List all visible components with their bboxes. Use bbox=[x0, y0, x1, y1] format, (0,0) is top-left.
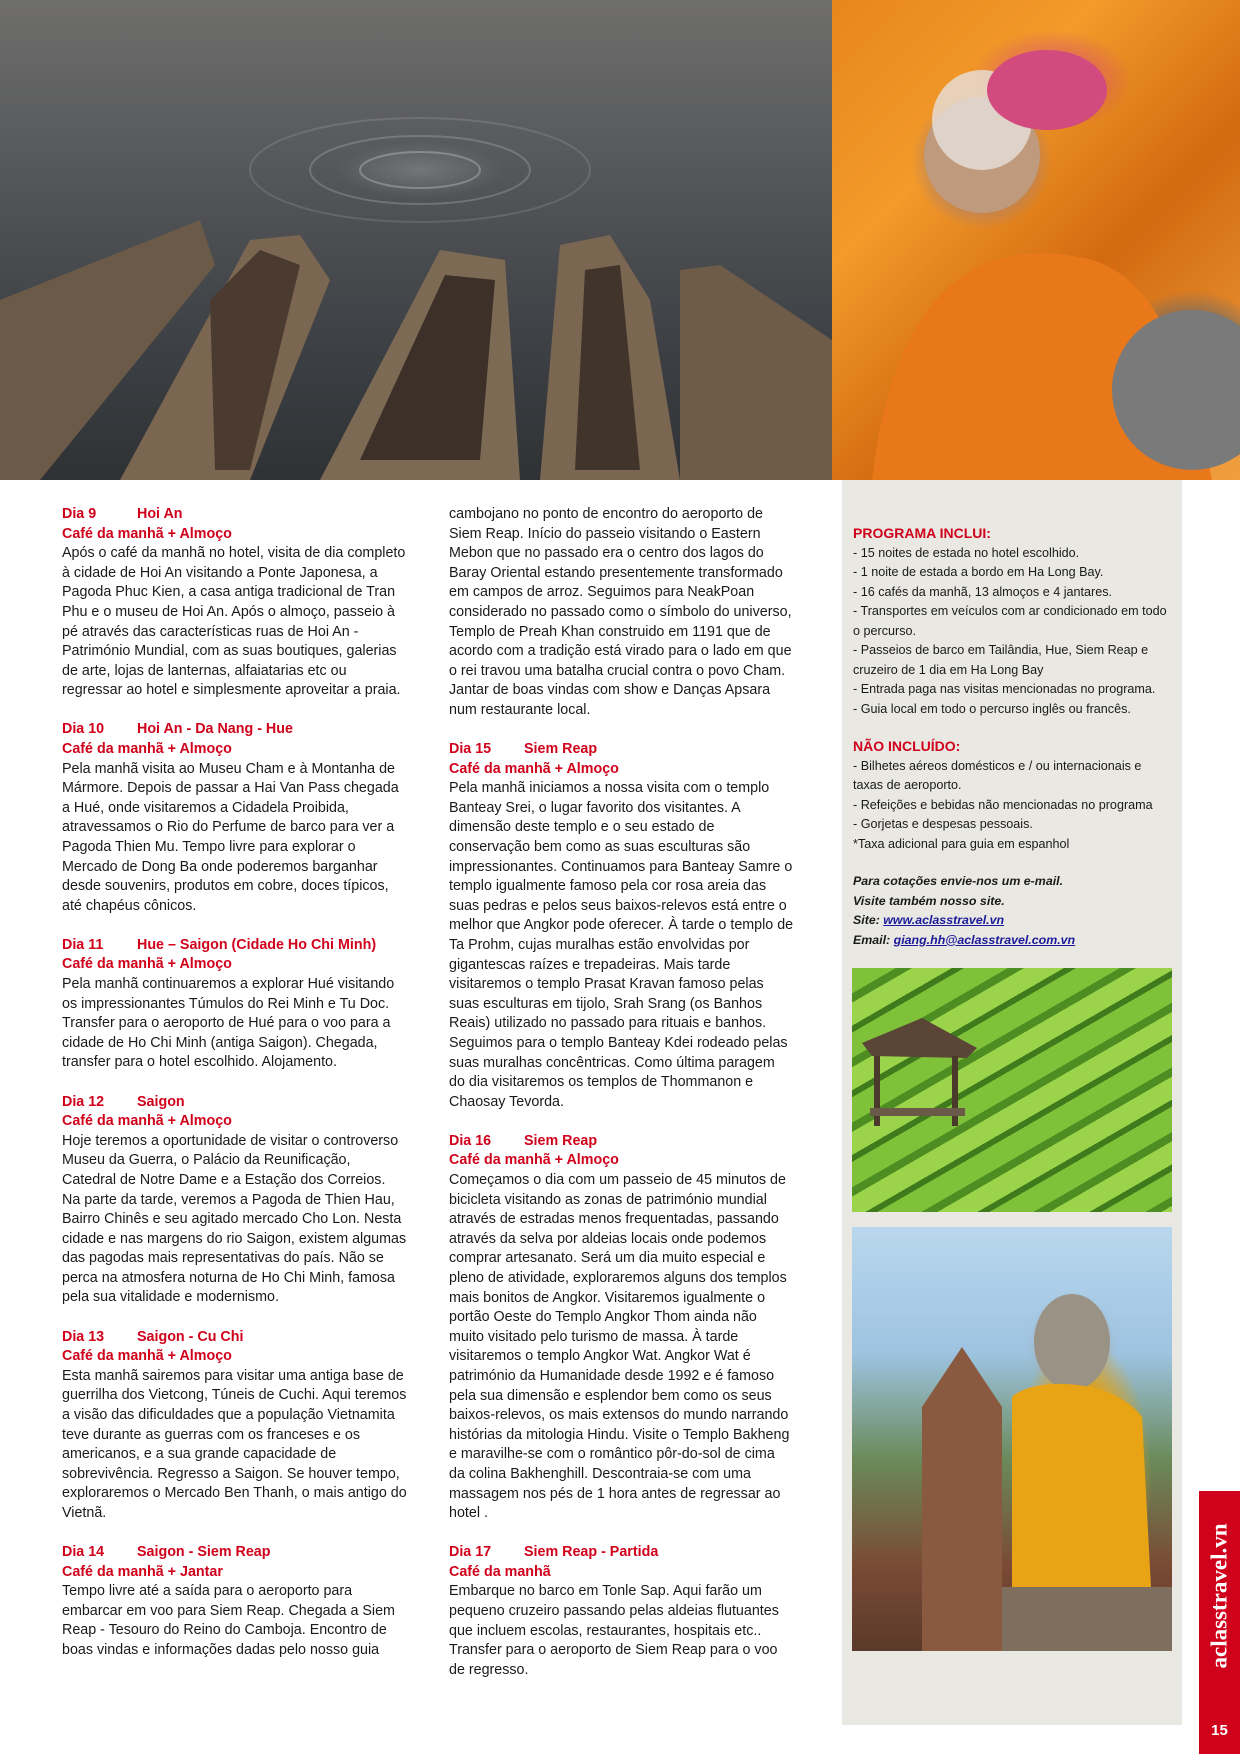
day-number: Dia 12 bbox=[62, 1093, 105, 1110]
list-item: - Guia local em todo o percurso inglês ou francês. bbox=[853, 701, 1131, 716]
day-meals: Café da manhã + Almoço bbox=[62, 956, 232, 973]
wooden-boats-on-water-image bbox=[0, 0, 832, 480]
day-title: Hoi An - Da Nang - Hue bbox=[137, 721, 293, 738]
day-block bbox=[62, 720, 407, 916]
list-item: *Taxa adicional para guia em espanhol bbox=[853, 836, 1070, 851]
day-description: Pela manhã visita ao Museu Cham e à Montanha de Mármore. Depois de passar a Hai Van Pass chegada a Hué, onde visitaremos a Cidadela Proibida, atravessamos o Rio do Perfume de barco para ver a Pagoda Thien Mu. Tempo livre para explorar o Mercado de Dong Ba onde poderemos barganhar desde souvenirs, produtos em cobre, doces típicos, até chapéus cônicos. bbox=[62, 760, 399, 914]
day-number: Dia 13 bbox=[62, 1328, 105, 1345]
day-meals: Café da manhã bbox=[449, 1563, 551, 1580]
brand-text: aclasstravel.vn bbox=[1206, 1523, 1232, 1669]
excludes-list bbox=[853, 757, 1173, 855]
day-meals: Café da manhã + Almoço bbox=[62, 741, 232, 758]
day-description: Pela manhã continuaremos a explorar Hué visitando os impressionantes Túmulos do Rei Minh e Tu Doc. Transfer para o aeroporto de Hué para o voo para a cidade de Ho Chi Minh (antiga Saigon). Chegada, transfer para o hotel escolhido. Alojamento. bbox=[62, 976, 395, 1071]
day-description: Após o café da manhã no hotel, visita de dia completo à cidade de Hoi An visitando a Ponte Japonesa, a Pagoda Phuc Kien, a casa antiga tradicional de Tran Phu e o museu de Hoi An. Após o almoço, passeio à pé através das características ruas de Hoi An - Património Mundial, com as suas boutiques, galerias de arte, lojas de lanternas, alfaiatarias etc ou regressar ao hotel e simplesmente aproveitar a praia. bbox=[62, 545, 406, 699]
day-number: Dia 15 bbox=[449, 741, 492, 758]
contact-line: Para cotações envie-nos um e-mail. bbox=[853, 874, 1064, 888]
day-meals: Café da manhã + Jantar bbox=[62, 1563, 223, 1580]
day-title: Saigon - Siem Reap bbox=[137, 1544, 271, 1560]
list-item: - Refeições e bebidas não mencionadas no programa bbox=[853, 797, 1153, 812]
page-number: 15 bbox=[1211, 1722, 1228, 1739]
day-description: Hoje teremos a oportunidade de visitar o controverso Museu da Guerra, o Palácio da Reunificação, Catedral de Notre Dame e a Estação dos Correios. Na parte da tarde, veremos a Pagoda de Thien Hau, Bairro Chinês e seu agitado mercado Cho Lon. Nesta cidade e nas margens do rio Saigon, existem algumas das pagodas mais representativas do país. Não se perca na atmosfera noturna de Ho Chi Minh, famosa pela sua vitalidade e modernismo. bbox=[62, 1132, 407, 1306]
day-number: Dia 10 bbox=[62, 721, 105, 738]
day-title: Saigon bbox=[137, 1093, 185, 1110]
day-meals: Café da manhã + Almoço bbox=[62, 1348, 232, 1365]
day-description: Pela manhã iniciamos a nossa visita com o templo Banteay Srei, o lugar favorito dos visitantes. A dimensão deste templo e o seu estado de conservação bem como as suas esculturas são impressionantes. Continuamos para Banteay Samre o templo igualmente famoso pela cor rosa areia das suas pedras e pelos seus baixos-relevos está entre o melhor que Angkor pode oferecer. À tarde o templo de Ta Prohm, cujas muralhas estão envolvidas por gigantescas raízes e trepadeiras. Mais tarde visitaremos o templo Prasat Kravan famoso pelas suas esculturas em tijolo, Srah Srang (os Banhos Reais) utilizado no passado para rituais e banhos. Seguimos para o templo Banteay Kdei rodeado pelas suas muralhas concêntricas. Como última paragem do dia visitaremos os templos de Thommanon e Chaosay Tevorda. bbox=[449, 780, 794, 1110]
day-description: Embarque no barco em Tonle Sap. Aqui farão um pequeno cruzeiro passando pelas aldeias flutuantes que incluem escolas, restaurantes, hospitais etc.. Transfer para o aeroporto de Siem Reap para o voo de regresso. bbox=[449, 1583, 779, 1678]
day-block bbox=[62, 505, 407, 701]
day-number: Dia 17 bbox=[449, 1544, 492, 1561]
day-description: Tempo livre até a saída para o aeroporto para embarcar em voo para Siem Reap. Chegada a Siem Reap - Tesouro do Reino do Camboja. Encontro de boas vindas e informações dadas pelo nosso guia bbox=[62, 1583, 395, 1658]
day-description: cambojano no ponto de encontro do aeroporto de Siem Reap. Início do passeio visitando o Eastern Mebon que no passado era o centro dos lagos do Baray Oriental estando presentemente transformado em campos de arroz. Seguimos para NeakPoan considerado no passado como o símbolo do universo, Templo de Preah Khan construido em 1191 que de acordo com a tradição está virado para o lado em que o rei travou uma batalha crucial contra o povo Cham. Jantar de boas vindas com show e Danças Apsara num restaurante local. bbox=[449, 506, 792, 718]
day-meals: Café da manhã + Almoço bbox=[449, 760, 619, 777]
day-meals: Café da manhã + Almoço bbox=[62, 1113, 232, 1130]
day-continuation bbox=[449, 505, 794, 721]
site-line bbox=[853, 911, 1173, 931]
site-link[interactable]: www.aclasstravel.vn bbox=[883, 913, 1005, 927]
email-link[interactable]: giang.hh@aclasstravel.com.vn bbox=[893, 932, 1076, 947]
buddha-statue-photo bbox=[852, 1227, 1172, 1651]
rice-terraces-hut-image bbox=[852, 968, 1172, 1212]
day-block bbox=[62, 1543, 407, 1661]
day-title: Siem Reap bbox=[524, 1132, 598, 1149]
day-title: Hue – Saigon (Cidade Ho Chi Minh) bbox=[137, 936, 377, 953]
list-item: - Entrada paga nas visitas mencionadas no programa. bbox=[853, 682, 1156, 696]
day-block bbox=[62, 1093, 407, 1309]
day-number: Dia 11 bbox=[62, 936, 104, 953]
email-line bbox=[853, 931, 1173, 951]
day-number: Dia 9 bbox=[62, 506, 97, 522]
day-block bbox=[62, 936, 407, 1073]
buddha-statue-image bbox=[852, 1227, 1172, 1651]
day-number: Dia 14 bbox=[62, 1544, 105, 1560]
day-title: Siem Reap - Partida bbox=[524, 1544, 659, 1561]
day-meals: Café da manhã + Almoço bbox=[449, 1152, 619, 1169]
email-label: Email: bbox=[853, 932, 894, 947]
list-item: - 16 cafés da manhã, 13 almoços e 4 jantares. bbox=[853, 584, 1113, 599]
contact-line: Visite também nosso site. bbox=[853, 893, 1005, 908]
day-block bbox=[449, 1543, 794, 1680]
list-item: - 1 noite de estada a bordo em Ha Long Bay. bbox=[853, 565, 1104, 579]
monks-in-orange-robes-image bbox=[832, 0, 1240, 480]
contact-block bbox=[853, 872, 1173, 950]
monks-photo bbox=[832, 0, 1240, 480]
day-title: Hoi An bbox=[137, 506, 183, 522]
itinerary-column-1 bbox=[62, 505, 407, 1680]
itinerary-column-2 bbox=[449, 505, 794, 1700]
list-item: - Transportes em veículos com ar condicionado em todo o percurso. bbox=[853, 604, 1167, 638]
excludes-heading: NÃO INCLUÍDO: bbox=[853, 738, 961, 754]
day-description: Esta manhã sairemos para visitar uma antiga base de guerrilha dos Vietcong, Túneis de Cuchi. Aqui teremos a visão das dificuldades que a população Vietnamita teve durante as guerras com os franceses e os americanos, e a sua grande capacidade de sobrevivência. Regresso a Saigon. Se houver tempo, exploraremos o Mercado Ben Thanh, o mais antigo do Vietnã. bbox=[62, 1367, 407, 1521]
list-item: - 15 noites de estada no hotel escolhido. bbox=[853, 545, 1080, 560]
list-item: - Bilhetes aéreos domésticos e / ou internacionais e taxas de aeroporto. bbox=[853, 758, 1142, 792]
list-item: - Gorjetas e despesas pessoais. bbox=[853, 817, 1033, 831]
day-title: Saigon - Cu Chi bbox=[137, 1328, 244, 1345]
includes-heading: PROGRAMA INCLUI: bbox=[853, 525, 991, 541]
includes-list bbox=[853, 544, 1173, 720]
day-block bbox=[449, 1132, 794, 1524]
day-title: Siem Reap bbox=[524, 741, 598, 758]
rice-terraces-photo bbox=[852, 968, 1172, 1212]
program-info bbox=[853, 524, 1173, 950]
brand-vertical bbox=[1199, 1491, 1240, 1701]
boats-photo bbox=[0, 0, 832, 480]
day-number: Dia 16 bbox=[449, 1132, 492, 1149]
day-block bbox=[62, 1328, 407, 1524]
day-description: Começamos o dia com um passeio de 45 minutos de bicicleta visitando as zonas de património mundial através de estradas menos frequentadas, passando através da selva por aldeias locais onde podemos comprar artesanato. Será um dia muito especial e pleno de atividade, exploraremos alguns dos templos mais bonitos de Angkor. Visitaremos igualmente o portão Oeste do Templo Angkor Thom ainda não muito visitado pelo turismo de massa. À tarde visitaremos o templo Angkor Wat. Angkor Wat é património da Humanidade desde 1992 e é famoso pela sua dimensão e esplendor bem como os seus baixos-relevos, os mais extensos do mundo narrando histórias da mitologia Hindu. Visite o Templo Bakheng e maravilhe-se com o romântico pôr-do-sol de cima da colina Bakhenghill. Descontraia-se com uma massagem nos pés de 1 hora antes de regressar ao hotel . bbox=[449, 1172, 790, 1522]
day-block bbox=[449, 740, 794, 1112]
list-item: - Passeios de barco em Tailândia, Hue, Siem Reap e cruzeiro de 1 dia em Ha Long Bay bbox=[853, 643, 1149, 677]
day-meals: Café da manhã + Almoço bbox=[62, 525, 232, 542]
site-label: Site: bbox=[853, 913, 884, 927]
